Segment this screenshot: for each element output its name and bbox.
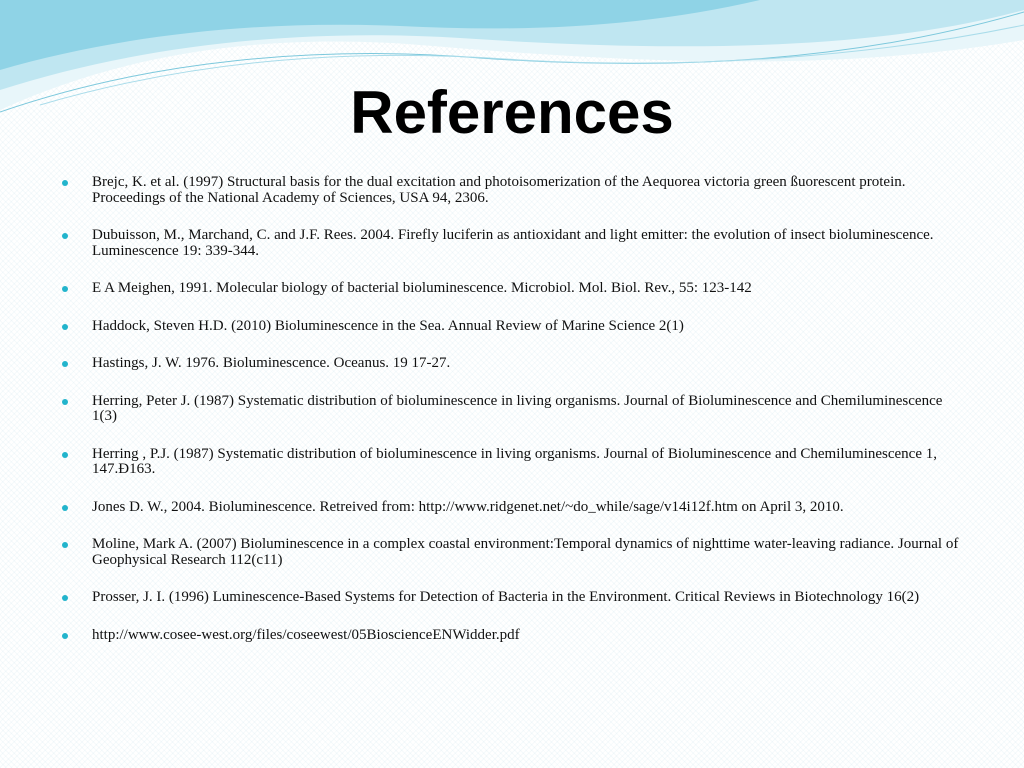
reference-text: E A Meighen, 1991. Molecular biology of bacterial bioluminescence. Microbiol. Mol. Biol. Rev., 55: 123-142 [92,280,752,296]
list-item [60,447,960,478]
reference-text: Prosser, J. I. (1996) Luminescence-Based Systems for Detection of Bacteria in the Environment. Critical Reviews in Biotechnology 16(2) [92,589,920,605]
reference-text: Jones D. W., 2004. Bioluminescence. Retreived from: http://www.ridgenet.net/~do_while/sage/v14i12f.htm on April 3, 2010. [92,498,844,515]
list-item [60,281,960,297]
list-item [60,319,960,335]
bullet-icon [62,324,68,330]
bullet-icon [62,399,68,405]
list-item [60,228,960,259]
reference-text: Moline, Mark A. (2007) Bioluminescence in a complex coastal environment:Temporal dynamics of nighttime water-leaving radiance. Journal of Geophysical Research 112(c11) [92,536,959,568]
page-title: References [350,79,674,146]
reference-text: Dubuisson, M., Marchand, C. and J.F. Rees. 2004. Firefly luciferin as antioxidant and light emitter: the evolution of insect bioluminescence. Luminescence 19: 339-344. [92,227,934,259]
reference-text: Brejc, K. et al. (1997) Structural basis for the dual excitation and photoisomerization of the Aequorea victoria green ßuorescent protein. Proceedings of the National Academy of Sciences, USA 94, 2306. [92,174,906,206]
list-item [60,628,960,644]
list-item [60,394,960,425]
reference-link: http://www.cosee-west.org/files/coseewest/05BioscienceENWidder.pdf [92,626,520,643]
bullet-icon [62,633,68,639]
reference-text: Herring, Peter J. (1987) Systematic distribution of bioluminescence in living organisms. Journal of Bioluminescence and Chemiluminescence 1(3) [92,392,943,424]
bullet-icon [62,180,68,186]
list-item [60,500,960,516]
bullet-icon [62,452,68,458]
bullet-icon [62,595,68,601]
reference-text: Herring , P.J. (1987) Systematic distribution of bioluminescence in living organisms. Journal of Bioluminescence and Chemiluminescence 1, 147.Ð163. [92,445,937,477]
list-item [60,175,960,206]
bullet-icon [62,286,68,292]
list-item [60,537,960,568]
bullet-icon [62,542,68,548]
reference-text: Hastings, J. W. 1976. Bioluminescence. Oceanus. 19 17-27. [92,355,451,371]
reference-list [60,175,960,643]
bullet-icon [62,361,68,367]
list-item [60,590,960,606]
bullet-icon [62,505,68,511]
bullet-icon [62,233,68,239]
reference-text: Haddock, Steven H.D. (2010) Bioluminescence in the Sea. Annual Review of Marine Science 2(1) [92,317,684,334]
list-item [60,356,960,372]
